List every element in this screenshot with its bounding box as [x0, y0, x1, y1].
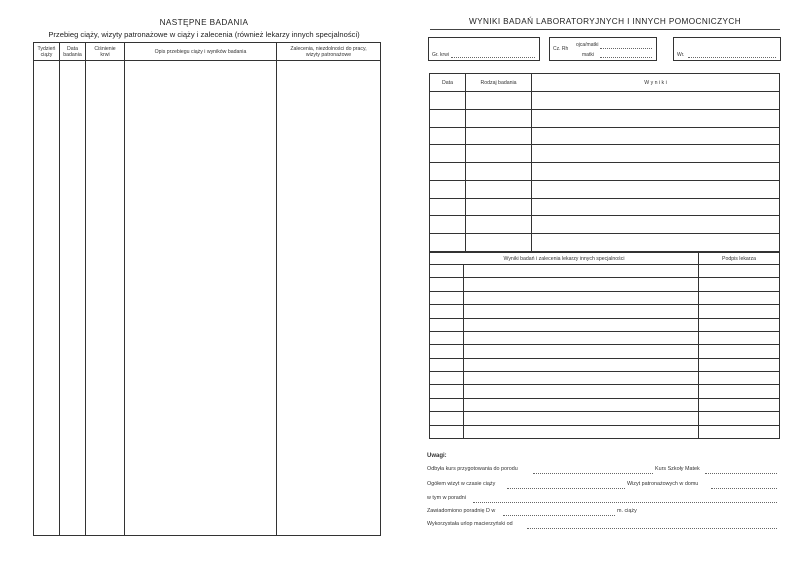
clinic-label: w tym w poradni	[427, 495, 466, 501]
leave-label: Wykorzystała urlop macierzyński od	[427, 521, 513, 527]
specialist-results-header: Wyniki badań i zalecenia lekarzy innych specjalności	[430, 253, 699, 265]
table-cell[interactable]	[466, 109, 532, 127]
table-cell[interactable]	[466, 145, 532, 163]
home-visits-label: Wizyt patronażowych w domu	[627, 481, 699, 487]
table-cell[interactable]	[464, 278, 699, 291]
title-underline	[430, 29, 780, 30]
lab-type-header: Rodzaj badania	[466, 74, 532, 92]
table-cell[interactable]	[430, 92, 466, 110]
table-cell[interactable]	[464, 331, 699, 344]
notified-input-line[interactable]	[503, 515, 615, 516]
table-cell[interactable]	[466, 216, 532, 234]
table-cell[interactable]	[34, 61, 60, 536]
rh-mother-label: matki	[582, 52, 594, 58]
table-cell[interactable]	[430, 372, 464, 385]
blood-group-label: Gr. krwi	[432, 52, 449, 58]
col-date-header: Data badania	[60, 43, 86, 61]
table-cell[interactable]	[464, 305, 699, 318]
table-cell[interactable]	[430, 278, 464, 291]
wr-line	[688, 57, 776, 58]
table-cell[interactable]	[464, 412, 699, 425]
doctor-signature-header: Podpis lekarza	[699, 253, 780, 265]
table-cell[interactable]	[464, 358, 699, 371]
notified-label: Zawiadomiono poradnię D w	[427, 508, 496, 514]
wr-label: Wr.	[677, 52, 685, 58]
home-visits-input-line[interactable]	[711, 488, 777, 489]
table-cell[interactable]	[464, 345, 699, 358]
col-description-header: Opis przebiegu ciąży i wyników badania	[125, 43, 277, 61]
rh-mother-line	[600, 57, 652, 58]
table-cell[interactable]	[430, 425, 464, 439]
table-cell[interactable]	[430, 318, 464, 331]
table-cell[interactable]	[699, 398, 780, 411]
table-cell[interactable]	[699, 412, 780, 425]
lab-results-header: W y n i k i	[532, 74, 780, 92]
notes-title: Uwagi:	[427, 453, 447, 459]
clinic-input-line[interactable]	[473, 502, 777, 503]
month-label: m. ciąży	[617, 508, 637, 514]
col-recommendations-header: Zalecenia, niezdolności do pracy, wizyty patronażowe	[277, 43, 381, 61]
table-cell[interactable]	[464, 398, 699, 411]
table-cell[interactable]	[430, 109, 466, 127]
table-cell[interactable]	[430, 234, 466, 252]
left-page-title: NASTĘPNE BADANIA	[159, 18, 249, 27]
table-cell[interactable]	[464, 265, 699, 278]
table-cell[interactable]	[466, 180, 532, 198]
leave-input-line[interactable]	[527, 528, 777, 529]
table-cell[interactable]	[464, 425, 699, 439]
table-cell[interactable]	[532, 180, 780, 198]
table-cell[interactable]	[430, 412, 464, 425]
table-cell[interactable]	[430, 305, 464, 318]
lab-date-header: Data	[430, 74, 466, 92]
lab-results-table	[429, 73, 780, 252]
table-cell[interactable]	[430, 163, 466, 181]
table-cell[interactable]	[430, 127, 466, 145]
course-label: Odbyła kurs przygotowania do porodu	[427, 466, 518, 472]
table-cell[interactable]	[532, 163, 780, 181]
table-cell[interactable]	[466, 127, 532, 145]
table-cell[interactable]	[430, 385, 464, 398]
table-cell[interactable]	[466, 163, 532, 181]
table-cell[interactable]	[532, 198, 780, 216]
rh-father-label: ojca/matki	[576, 42, 599, 48]
specialist-results-table	[429, 252, 780, 439]
wr-box[interactable]	[673, 37, 781, 61]
table-cell[interactable]	[466, 234, 532, 252]
table-cell[interactable]	[430, 198, 466, 216]
table-cell[interactable]	[532, 216, 780, 234]
table-cell[interactable]	[699, 291, 780, 304]
table-cell[interactable]	[699, 385, 780, 398]
table-cell[interactable]	[430, 345, 464, 358]
blood-group-box[interactable]	[428, 37, 540, 61]
visits-label: Ogółem wizyt w czasie ciąży	[427, 481, 496, 487]
table-cell[interactable]	[430, 265, 464, 278]
table-cell[interactable]	[125, 61, 277, 536]
table-cell[interactable]	[430, 358, 464, 371]
table-cell[interactable]	[86, 61, 125, 536]
table-cell[interactable]	[464, 291, 699, 304]
table-cell[interactable]	[464, 385, 699, 398]
table-cell[interactable]	[60, 61, 86, 536]
table-cell[interactable]	[699, 265, 780, 278]
notes-line-clinic	[427, 495, 779, 501]
left-page-subtitle: Przebieg ciąży, wizyty patronażowe w ciąży i zalecenia (również lekarzy innych specjalności)	[48, 30, 360, 39]
table-cell[interactable]	[430, 398, 464, 411]
blood-group-line	[451, 57, 535, 58]
notes-line-course	[427, 466, 779, 472]
table-cell[interactable]	[277, 61, 381, 536]
mothers-school-input-line[interactable]	[705, 473, 777, 474]
notes-line-visits	[427, 481, 779, 487]
table-cell[interactable]	[532, 109, 780, 127]
col-week-header: Tydzień ciąży	[34, 43, 60, 61]
table-cell[interactable]	[430, 331, 464, 344]
table-cell[interactable]	[699, 372, 780, 385]
table-cell[interactable]	[532, 92, 780, 110]
table-cell[interactable]	[699, 425, 780, 439]
table-cell[interactable]	[430, 180, 466, 198]
rh-father-line	[600, 48, 652, 49]
table-cell[interactable]	[699, 331, 780, 344]
rh-factor-box[interactable]	[549, 37, 657, 61]
table-cell[interactable]	[699, 358, 780, 371]
table-cell[interactable]	[466, 198, 532, 216]
notes-line-notified	[427, 508, 779, 514]
table-cell[interactable]	[699, 318, 780, 331]
table-cell[interactable]	[532, 145, 780, 163]
table-cell[interactable]	[699, 305, 780, 318]
table-cell[interactable]	[464, 372, 699, 385]
visits-input-line[interactable]	[507, 488, 625, 489]
table-cell[interactable]	[430, 216, 466, 234]
col-pressure-header: Ciśnienie krwi	[86, 43, 125, 61]
mothers-school-label: Kurs Szkoły Matek	[655, 466, 700, 472]
table-cell[interactable]	[430, 145, 466, 163]
table-cell[interactable]	[532, 234, 780, 252]
table-cell[interactable]	[699, 345, 780, 358]
notes-line-leave	[427, 521, 779, 527]
table-cell[interactable]	[699, 278, 780, 291]
rh-label: Cz. Rh	[553, 46, 569, 52]
table-cell[interactable]	[430, 291, 464, 304]
table-cell[interactable]	[466, 92, 532, 110]
right-page-title: WYNIKI BADAŃ LABORATORYJNYCH I INNYCH POMOCNICZYCH	[468, 17, 742, 26]
pregnancy-course-table	[33, 42, 381, 536]
table-cell[interactable]	[532, 127, 780, 145]
table-cell[interactable]	[464, 318, 699, 331]
course-input-line[interactable]	[533, 473, 653, 474]
